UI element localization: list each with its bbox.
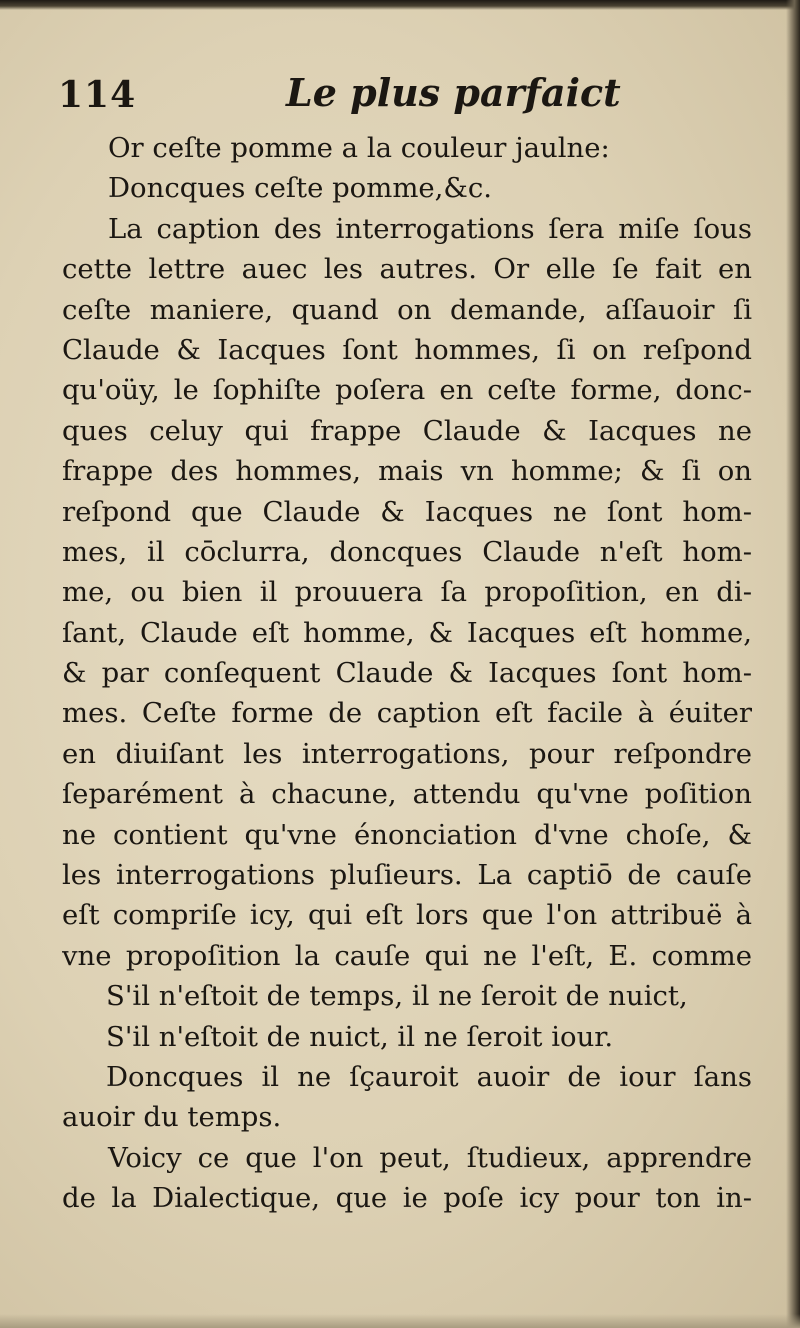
page-number: 114 [58, 74, 137, 116]
text-line: cette lettre auec les autres. Or elle ſe fait en [62, 253, 752, 286]
text-line: en diuiſant les interrogations, pour reſpondre [62, 737, 752, 770]
text-line: S'il n'eſtoit de temps, il ne ſeroit de nuict, [106, 980, 688, 1013]
text-line: de la Dialectique, que ie poſe icy pour ton in- [62, 1182, 752, 1215]
page-bottom-shadow [0, 1314, 800, 1328]
text-line: S'il n'eſtoit de nuict, il ne ſeroit iour. [106, 1020, 614, 1053]
text-line: Doncques ceſte pomme,&c. [108, 172, 493, 205]
text-line: Voicy ce que l'on peut, ſtudieux, apprendre [108, 1141, 752, 1174]
text-line: & par conſequent Claude & Iacques ſont hom- [62, 657, 752, 690]
text-line: reſpond que Claude & Iacques ne ſont hom- [62, 495, 752, 528]
text-line: vne propoſition la cauſe qui ne l'eſt, E. comme [62, 939, 752, 972]
text-line: qu'oüy, le ſophiſte poſera en ceſte forme, donc- [62, 374, 752, 407]
text-line: mes. Ceſte forme de caption eſt facile à éuiter [62, 697, 752, 730]
text-line: eſt compriſe icy, qui eſt lors que l'on attribuë à [62, 899, 752, 932]
text-line: Doncques il ne ſçauroit auoir de iour ſans [106, 1060, 752, 1093]
body-text [62, 128, 752, 1219]
text-line: Or ceſte pomme a la couleur jaulne: [108, 132, 610, 164]
page-header [58, 70, 758, 126]
text-line: mes, il cōclurra, doncques Claude n'eſt hom- [62, 535, 752, 568]
text-line: La caption des interrogations ſera miſe ſous [108, 212, 752, 245]
text-line: ne contient qu'vne énonciation d'vne choſe, & [62, 818, 752, 851]
text-line: les interrogations pluſieurs. La captiō de cauſe [62, 859, 752, 892]
page-right-shadow [786, 0, 800, 1328]
text-line: frappe des hommes, mais vn homme; & ſi on [62, 455, 752, 488]
text-line: me, ou bien il prouuera ſa propoſition, en di- [62, 576, 752, 609]
text-line: auoir du temps. [62, 1101, 282, 1134]
text-line: ques celuy qui frappe Claude & Iacques ne [62, 414, 752, 447]
text-line: ſant, Claude eſt homme, & Iacques eſt homme, [62, 616, 752, 649]
text-line: ſeparément à chacune, attendu qu'vne poſition [62, 778, 752, 811]
page-top-shadow [0, 0, 800, 10]
text-line: Claude & Iacques ſont hommes, ſi on reſpond [62, 333, 752, 366]
running-title: Le plus parfaict [286, 70, 621, 115]
text-line: ceſte maniere, quand on demande, aſſauoir ſi [62, 293, 752, 326]
